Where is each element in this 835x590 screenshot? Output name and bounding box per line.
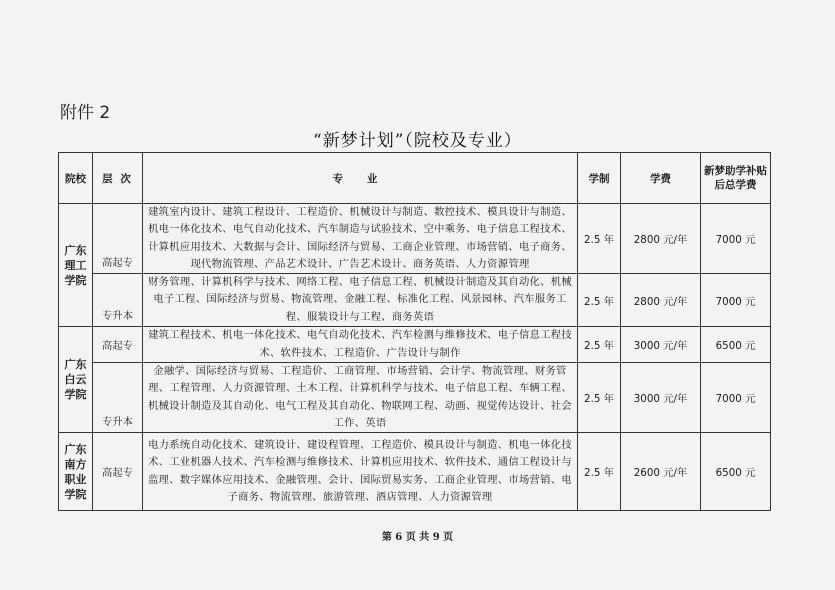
duration-cell: 2.5 年 [578,327,621,363]
level-cell: 高起专 [93,433,143,511]
attachment-label: 附件 2 [60,103,111,123]
table-row [59,274,771,327]
table-row [59,327,771,363]
after-subsidy-cell: 6500 元 [701,433,771,511]
tuition-cell: 3000 元/年 [621,327,701,363]
school-cell: 广东南方职业学院 [59,433,93,511]
majors-cell: 金融学、国际经济与贸易、工程造价、工商管理、市场营销、会计学、物流管理、财务管理、工程管理、人力资源管理、土木工程、计算机科学与技术、电子信息工程、车辆工程、机械设计制造及其自动化、电气工程及其自动化、物联网工程、动画、视觉传达设计、社会工作、英语 [143,363,578,433]
header-school: 院校 [59,153,93,204]
school-cell: 广东白云学院 [59,327,93,433]
tuition-cell: 3000 元/年 [621,363,701,433]
page-footer: 第 6 页 共 9 页 [381,532,454,543]
table-row [59,433,771,511]
after-subsidy-cell: 7000 元 [701,204,771,274]
document-title: “新梦计划”（院校及专业） [313,131,522,151]
table-row [59,363,771,433]
header-duration: 学制 [578,153,621,204]
table-row [59,204,771,274]
duration-cell: 2.5 年 [578,433,621,511]
after-subsidy-cell: 6500 元 [701,327,771,363]
level-cell: 专升本 [93,363,143,433]
school-cell: 广东理工学院 [59,204,93,327]
level-cell: 高起专 [93,204,143,274]
header-after-subsidy: 新梦助学补贴后总学费 [701,153,771,204]
tuition-cell: 2800 元/年 [621,274,701,327]
duration-cell: 2.5 年 [578,274,621,327]
duration-cell: 2.5 年 [578,204,621,274]
tuition-cell: 2800 元/年 [621,204,701,274]
header-level: 层 次 [93,153,143,204]
header-major: 专 业 [143,153,578,204]
program-table [58,152,771,511]
after-subsidy-cell: 7000 元 [701,274,771,327]
majors-cell: 电力系统自动化技术、建筑设计、建设程管理、工程造价、模具设计与制造、机电一体化技术、工业机器人技术、汽车检测与维修技术、计算机应用技术、软件技术、通信工程设计与监理、数字媒体应用技术、金融管理、会计、国际贸易实务、工商企业管理、市场营销、电子商务、物流管理、旅游管理、酒店管理、人力资源管理 [143,433,578,511]
table-header-row [59,153,771,204]
majors-cell: 建筑室内设计、建筑工程设计、工程造价、机械设计与制造、数控技术、模具设计与制造、机电一体化技术、电气自动化技术、汽车制造与试验技术、空中乘务、电子信息工程技术、计算机应用技术、大数据与会计、国际经济与贸易、工商企业管理、市场营销、电子商务、现代物流管理、产品艺术设计、广告艺术设计、商务英语、人力资源管理 [143,204,578,274]
after-subsidy-cell: 7000 元 [701,363,771,433]
majors-cell: 建筑工程技术、机电一体化技术、电气自动化技术、汽车检测与维修技术、电子信息工程技术、软件技术、工程造价、广告设计与制作 [143,327,578,363]
tuition-cell: 2600 元/年 [621,433,701,511]
duration-cell: 2.5 年 [578,363,621,433]
level-cell: 高起专 [93,327,143,363]
header-tuition: 学费 [621,153,701,204]
level-cell: 专升本 [93,274,143,327]
majors-cell: 财务管理、计算机科学与技术、网络工程、电子信息工程、机械设计制造及其自动化、机械电子工程、国际经济与贸易、物流管理、金融工程、标准化工程、风景园林、汽车服务工程、服装设计与工程、商务英语 [143,274,578,327]
